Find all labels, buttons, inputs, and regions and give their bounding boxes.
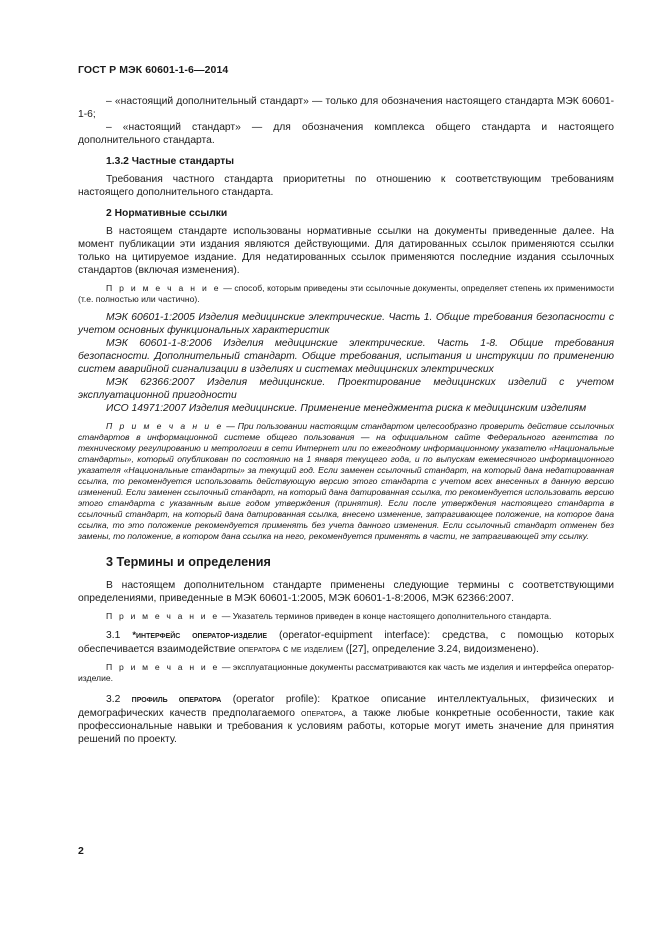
term-ref-operator: оператора [238,643,281,654]
term-number: 3.1 [106,630,133,641]
note-label: П р и м е ч а н и е [106,662,220,672]
reference-iec-60601-1-8: МЭК 60601-1-8:2006 Изделия медицинские электрические. Часть 1-8. Общие требования безопасности. Дополнительный стандарт. Общие требования, испытания и инструкции по применению систем аварийной сигнализации в изделиях и системах медицинских электрических [78,338,614,375]
paragraph-terms-intro: В настоящем дополнительном стандарте применены следующие термины с соответствующими определениями, приведенные в МЭК 60601-1:2005, МЭК 60601-1-8:2006, МЭК 62366:2007. [78,580,614,604]
note-text: — способ, которым приведены эти ссылочные документы, определяет степень их применимости (т.е. полностью или частично). [78,283,614,304]
note-text: — Указатель терминов приведен в конце настоящего дополнительного стандарта. [219,611,552,621]
page-number: 2 [78,845,84,857]
paragraph-particular-standards: Требования частного стандарта приоритетны по отношению к соответствующим требованиям настоящего дополнительного стандарта. [78,174,614,198]
section-heading-3: 3 Термины и определения [106,555,271,569]
note-accompanying-documents [78,662,614,684]
reference-iec-60601-1: МЭК 60601-1:2005 Изделия медицинские электрические. Часть 1. Общие требования безопасности с учетом основных функциональных характеристик [78,312,614,336]
note-text: — При пользовании настоящим стандартом целесообразно проверить действие ссылочных стандартов в информационной системе общего пользования — на официальном сайте Федерального агентства по техническому регулированию и метрологии в сети Интернет или по ежегодному информационному указателю «Национальные стандарты», который опубликован по состоянию на 1 января текущего года, и по выпускам ежемесячного информационного указателя «Национальные стандарты» за текущий год. Если заменен ссылочный стандарт, на который дана недатированная ссылка, то рекомендуется использовать действующую версию этого стандарта с учетом всех внесенных в данную версию изменений. Если заменен ссылочный стандарт, на который дана датированная ссылка, то рекомендуется использовать версию этого стандарта с указанным выше годом утверждения (принятия). Если после утверждения настоящего стандарта в ссылочный стандарт, на который дана датированная ссылка, внесено изменение, затрагивающее положение, на которое дана ссылка, то это положение рекомендуется применять без учета данного изменения. Если ссылочный стандарт отменен без замены, то положение, в котором дана ссылка на него, рекомендуется применять в части, не затрагивающей эту ссылку. [78,421,615,541]
term-number: 3.2 [106,694,132,705]
term-ref-me-equipment: ме изделием [291,643,343,654]
document-page [78,64,614,746]
reference-iec-62366: МЭК 62366:2007 Изделия медицинские. Проектирование медицинских изделий с учетом эксплуатационной пригодности [78,377,614,401]
term-ref-operator: оператора [301,707,343,718]
term-3-1: 3.1 *интерфейс оператор-изделие (operator-equipment interface): средства, с помощью которых обеспечивается взаимодействие оператора с ме изделием ([27], определение 3.24, видоизменено). [78,629,614,655]
section-heading-2: 2 Нормативные ссылки [106,208,228,219]
reference-iso-14971: ИСО 14971:2007 Изделия медицинские. Применение менеджмента риска к медицинским изделиям [106,403,587,414]
note-reference-applicability [78,283,614,305]
note-reference-validity [78,421,614,542]
note-label: П р и м е ч а н и е [106,283,221,293]
term-name: *интерфейс оператор-изделие [132,629,268,640]
document-header: ГОСТ Р МЭК 60601-1-6—2014 [78,64,229,76]
note-label: П р и м е ч а н и е [106,421,224,431]
note-label: П р и м е ч а н и е [106,611,220,621]
note-terms-index [78,611,614,622]
paragraph-normative-references: В настоящем стандарте использованы нормативные ссылки на документы приведенные далее. На момент публикации эти издания являются действующими. Для датированных ссылок применяются ссылки только на цитируемое издание. Для недатированных ссылок применяются последние издания ссылочных стандартов (включая изменения). [78,226,614,276]
note-text: — эксплуатационные документы рассматриваются как часть ме изделия и интерфейса оператор-изделие. [78,662,614,683]
term-name: профиль оператора [131,693,222,704]
list-item-this-standard: – «настоящий стандарт» — для обозначения комплекса общего стандарта и настоящего дополнительного стандарта. [78,122,614,146]
list-item-supplementary-standard: – «настоящий дополнительный стандарт» — только для обозначения настоящего стандарта МЭК 60601-1-6; [78,96,614,120]
section-heading-1-3-2: 1.3.2 Частные стандарты [106,156,235,167]
term-3-2: 3.2 профиль оператора (operator profile): Краткое описание интеллектуальных, физических и демографических качеств предполагаемого оператора, а также любые конкретные особенности, такие как профессиональные навыки и требования к условиям работы, которые могут иметь значение для принятия решений по проекту. [78,693,615,745]
